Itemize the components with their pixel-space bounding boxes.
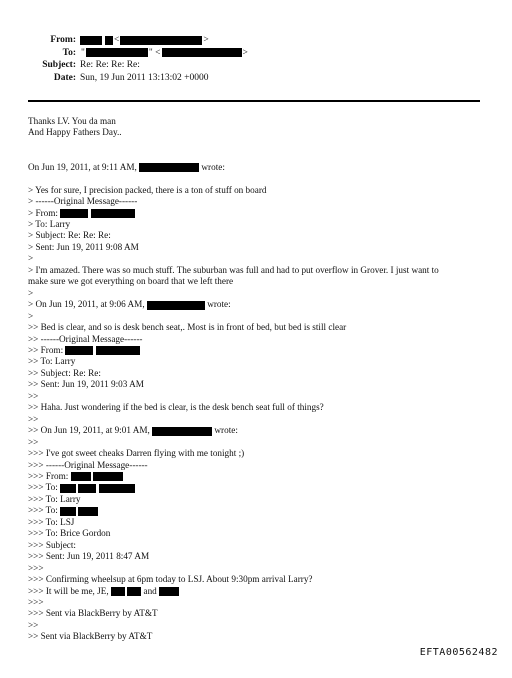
quote-line: >>> It will be me, JE, and bbox=[28, 586, 484, 597]
redaction bbox=[152, 427, 212, 436]
redaction bbox=[127, 587, 141, 596]
date-row bbox=[24, 72, 249, 85]
redaction bbox=[93, 472, 123, 481]
from-row: From: < > bbox=[24, 34, 249, 47]
redaction bbox=[86, 48, 148, 57]
quote-line: > bbox=[28, 310, 34, 321]
quote-line: make sure we got everything on board that we left there bbox=[28, 276, 234, 287]
quote-line: >> Sent via BlackBerry by AT&T bbox=[28, 631, 153, 642]
email-body bbox=[28, 116, 484, 643]
redaction bbox=[60, 507, 76, 516]
quote-line: > Yes for sure, I precision packed, there is a ton of stuff on board bbox=[28, 184, 267, 195]
redaction bbox=[71, 472, 91, 481]
body-line: And Happy Fathers Day.. bbox=[28, 127, 122, 138]
quote-line: >>> bbox=[28, 596, 44, 607]
redaction bbox=[111, 587, 125, 596]
to-label: To: bbox=[62, 47, 76, 58]
quote-line: >>> Subject: bbox=[28, 539, 76, 550]
quote-line: >> bbox=[28, 413, 39, 424]
quote-line: > bbox=[28, 287, 34, 298]
redaction bbox=[78, 507, 98, 516]
quote-line: >> ------Original Message------ bbox=[28, 333, 143, 344]
date-label: Date: bbox=[53, 72, 76, 83]
redaction bbox=[96, 346, 140, 355]
quote-line: >> From: bbox=[28, 345, 484, 356]
document-id: EFTA00562482 bbox=[419, 647, 498, 658]
reply-attribution: > On Jun 19, 2011, at 9:06 AM, wrote: bbox=[28, 299, 231, 310]
redaction bbox=[120, 36, 202, 45]
quote-line: >> Sent: Jun 19, 2011 9:03 AM bbox=[28, 379, 144, 390]
redaction bbox=[60, 209, 88, 218]
redaction bbox=[99, 484, 135, 493]
quote-line: >>> To: bbox=[28, 505, 484, 516]
from-label: From: bbox=[50, 35, 76, 45]
quote-line: > Sent: Jun 19, 2011 9:08 AM bbox=[28, 241, 139, 252]
quote-line: > From: bbox=[28, 208, 484, 219]
email-header bbox=[24, 34, 249, 84]
quote-line: >>> To: Larry bbox=[28, 493, 81, 504]
reply-attribution: >> On Jun 19, 2011, at 9:01 AM, wrote: bbox=[28, 425, 238, 436]
quote-line: >>> Confirming wheelsup at 6pm today to LSJ. About 9:30pm arrival Larry? bbox=[28, 574, 313, 585]
quote-line: >> bbox=[28, 619, 39, 630]
quote-line: >> Bed is clear, and so is desk bench seat,. Most is in front of bed, but bed is still clear bbox=[28, 322, 347, 333]
quote-line: > Subject: Re: Re: Re: bbox=[28, 230, 111, 241]
quote-line: > ------Original Message------ bbox=[28, 196, 138, 207]
quote-line: >>> Sent via BlackBerry by AT&T bbox=[28, 608, 158, 619]
redaction bbox=[60, 484, 76, 493]
quote-line: >>> To: bbox=[28, 482, 484, 493]
redaction bbox=[147, 301, 205, 310]
quote-line: >>> Sent: Jun 19, 2011 8:47 AM bbox=[28, 551, 150, 562]
quote-line: >>> To: Brice Gordon bbox=[28, 528, 111, 539]
quote-line: > bbox=[28, 253, 34, 264]
to-row: To: " " < > bbox=[24, 47, 249, 60]
quote-line: >>> From: bbox=[28, 471, 484, 482]
redaction bbox=[80, 36, 102, 45]
quote-line: >>> bbox=[28, 562, 44, 573]
redaction bbox=[162, 48, 242, 57]
quote-line: >> Subject: Re: Re: bbox=[28, 367, 101, 378]
subject-value: Re: Re: Re: Re: bbox=[80, 60, 140, 70]
redaction bbox=[65, 346, 93, 355]
redaction bbox=[159, 587, 179, 596]
quote-line: >>> To: LSJ bbox=[28, 516, 75, 527]
quote-line: > To: Larry bbox=[28, 219, 71, 230]
redaction bbox=[139, 163, 199, 172]
quote-line: > I'm amazed. There was so much stuff. The suburban was full and had to put overflow in Grover. I just want to bbox=[28, 264, 439, 275]
quote-line: >> Haha. Just wondering if the bed is clear, is the desk bench seat full of things? bbox=[28, 402, 324, 413]
redaction bbox=[91, 209, 135, 218]
reply-attribution: On Jun 19, 2011, at 9:11 AM, wrote: bbox=[28, 161, 225, 172]
quote-line: >> bbox=[28, 390, 39, 401]
quote-line: >> To: Larry bbox=[28, 356, 76, 367]
subject-row bbox=[24, 59, 249, 72]
redaction bbox=[78, 484, 96, 493]
redaction bbox=[105, 36, 113, 45]
body-line: Thanks LV. You da man bbox=[28, 116, 116, 126]
date-value: Sun, 19 Jun 2011 13:13:02 +0000 bbox=[80, 72, 209, 83]
subject-label: Subject: bbox=[42, 60, 76, 70]
quote-line: >>> ------Original Message------ bbox=[28, 459, 148, 470]
header-divider bbox=[28, 100, 480, 102]
quote-line: >> bbox=[28, 436, 39, 447]
quote-line: >>> I've got sweet cheaks Darren flying with me tonight ;) bbox=[28, 448, 245, 459]
